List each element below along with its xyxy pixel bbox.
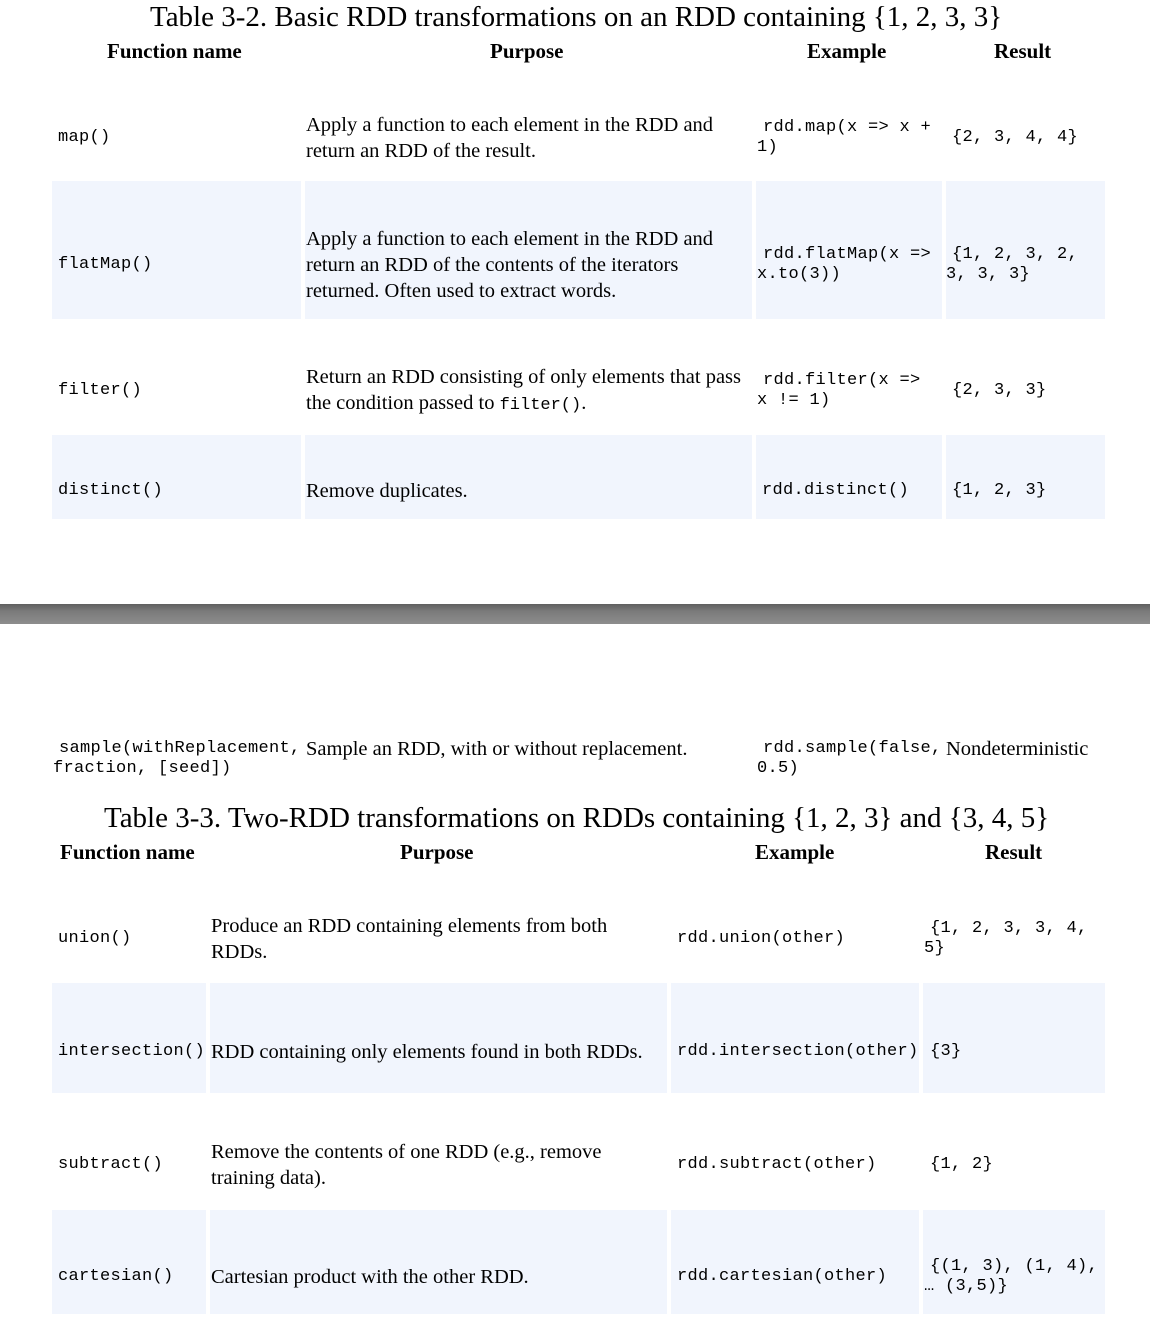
column-header-example: Example <box>807 39 887 63</box>
purpose-cell: Remove the contents of one RDD (e.g., remove training data). <box>211 1141 602 1189</box>
example-cell: rdd.intersection(other) <box>677 1042 919 1061</box>
purpose-cell: RDD containing only elements found in both RDDs. <box>211 1041 643 1063</box>
column-header-purpose: Purpose <box>490 39 564 63</box>
result-cell: {1, 2, 3, 3, 4, 5} <box>924 919 1088 958</box>
column-header-purpose: Purpose <box>400 840 474 864</box>
table-caption: Table 3-2. Basic RDD transformations on an RDD containing {1, 2, 3, 3} <box>150 1 1003 33</box>
purpose-text: Return an RDD consisting of only elements that pass the condition passed to <box>306 365 741 414</box>
purpose-cell: Sample an RDD, with or without replacement. <box>306 738 688 760</box>
purpose-text-end: . <box>581 391 587 414</box>
function-name-cell: filter() <box>58 381 143 400</box>
example-cell: rdd.filter(x => x != 1) <box>757 371 921 410</box>
column-header-result: Result <box>985 840 1043 864</box>
result-cell: {(1, 3), (1, 4), … (3,5)} <box>924 1257 1099 1296</box>
result-cell: {2, 3, 4, 4} <box>952 128 1079 147</box>
function-name-cell: cartesian() <box>58 1267 174 1286</box>
function-name-cell: distinct() <box>58 481 164 500</box>
inline-code: filter() <box>499 395 582 415</box>
result-cell: {1, 2, 3, 2, 3, 3, 3} <box>946 245 1079 284</box>
purpose-cell: Cartesian product with the other RDD. <box>211 1266 529 1288</box>
function-name-cell: subtract() <box>58 1155 164 1174</box>
column-header-function-name: Function name <box>107 39 242 63</box>
result-cell: {1, 2, 3} <box>952 481 1047 500</box>
result-cell: Nondeterministic <box>946 738 1089 760</box>
purpose-cell: Produce an RDD containing elements from both RDDs. <box>211 915 608 963</box>
result-cell: {1, 2} <box>930 1155 994 1174</box>
example-cell: rdd.union(other) <box>677 929 846 948</box>
function-name-cell: intersection() <box>58 1042 206 1061</box>
example-cell: rdd.flatMap(x => x.to(3)) <box>757 245 932 284</box>
result-cell: {3} <box>930 1042 962 1061</box>
column-header-example: Example <box>755 840 835 864</box>
page-divider <box>0 604 1150 624</box>
example-cell: rdd.map(x => x + 1) <box>757 118 932 157</box>
function-name-cell: union() <box>58 929 132 948</box>
purpose-cell: Remove duplicates. <box>306 480 468 502</box>
purpose-cell <box>306 364 751 418</box>
function-name-cell: flatMap() <box>58 255 153 274</box>
result-cell: {2, 3, 3} <box>952 381 1047 400</box>
purpose-cell: Apply a function to each element in the RDD and return an RDD of the result. <box>306 114 714 162</box>
table-caption: Table 3-3. Two-RDD transformations on RDDs containing {1, 2, 3} and {3, 4, 5} <box>104 802 1050 834</box>
function-name-cell: map() <box>58 128 111 147</box>
column-header-result: Result <box>994 39 1052 63</box>
example-cell: rdd.sample(false, 0.5) <box>757 739 942 778</box>
function-name-cell: sample(withReplacement, fraction, [seed]) <box>53 739 301 778</box>
column-header-function-name: Function name <box>60 840 195 864</box>
example-cell: rdd.cartesian(other) <box>677 1267 888 1286</box>
purpose-cell: Apply a function to each element in the RDD and return an RDD of the contents of the iterators returned. Often used to extract words. <box>306 228 714 302</box>
example-cell: rdd.distinct() <box>762 481 910 500</box>
example-cell: rdd.subtract(other) <box>677 1155 877 1174</box>
